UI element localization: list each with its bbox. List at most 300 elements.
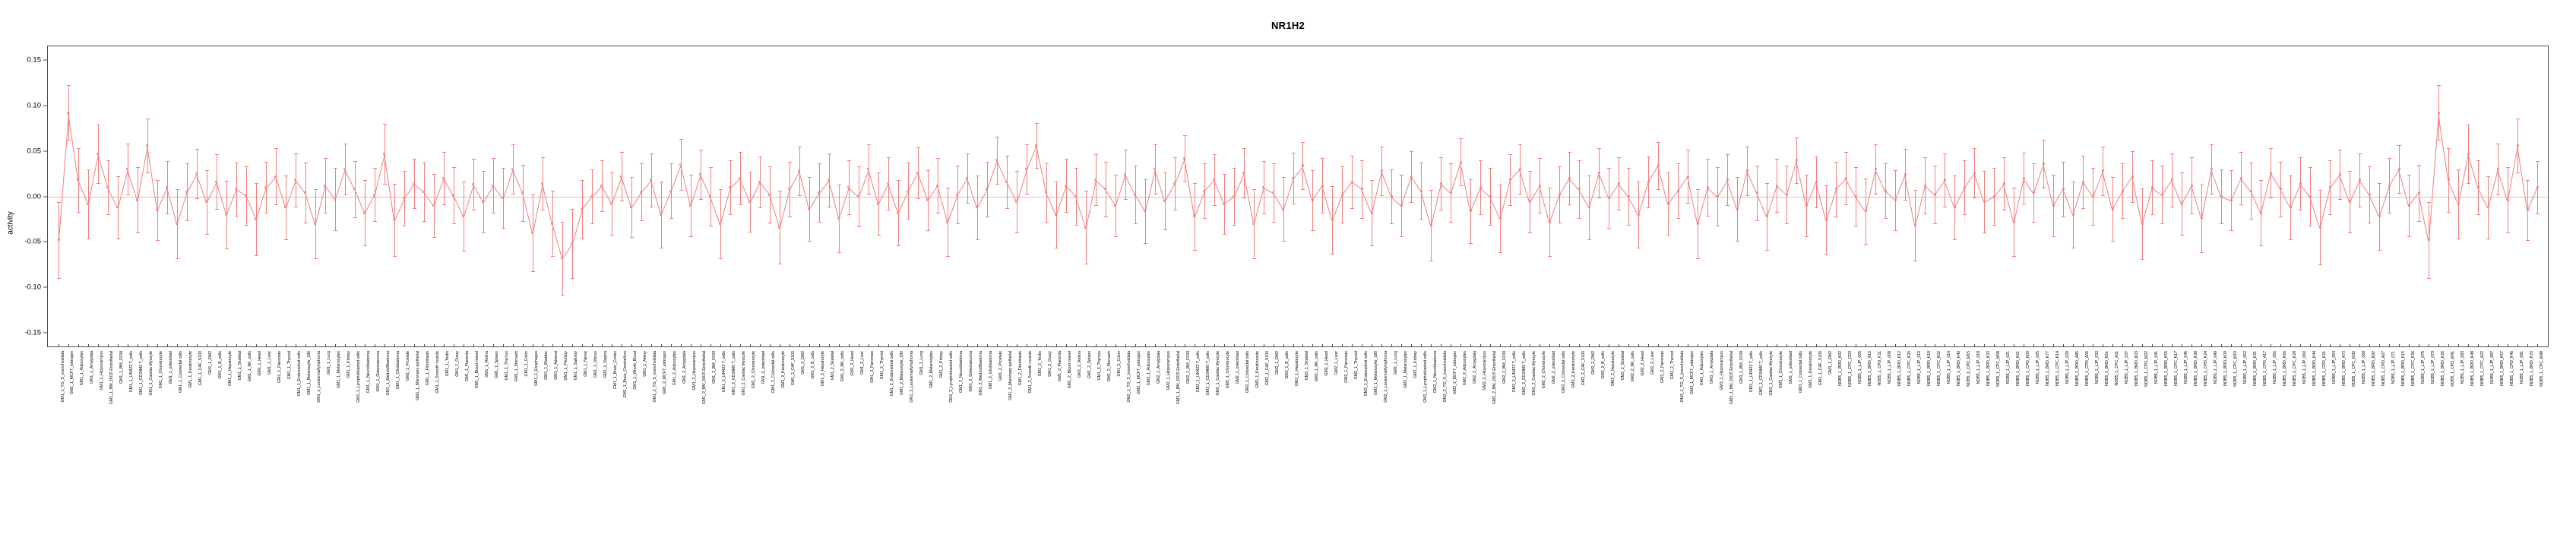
x-tick-mark — [1895, 344, 1896, 347]
data-point[interactable] — [1885, 190, 1887, 192]
data-point[interactable] — [1391, 195, 1393, 198]
data-point[interactable] — [1084, 226, 1087, 229]
data-point[interactable] — [1973, 172, 1976, 174]
data-point[interactable] — [1529, 201, 1531, 203]
data-point[interactable] — [1894, 199, 1897, 201]
data-point[interactable] — [521, 191, 524, 194]
data-point[interactable] — [2250, 190, 2252, 192]
data-point[interactable] — [343, 168, 346, 170]
error-cap-lower — [1765, 250, 1769, 251]
x-tick-mark — [2073, 344, 2074, 347]
data-point[interactable] — [669, 190, 672, 192]
x-tick-label: GM1_1_Leukemia/lymphoma — [317, 351, 322, 403]
data-point[interactable] — [2388, 185, 2391, 187]
data-point[interactable] — [1825, 219, 1828, 221]
data-point[interactable] — [482, 201, 484, 203]
x-tick-mark — [523, 344, 524, 347]
data-point[interactable] — [1341, 194, 1343, 196]
x-tick-label: GM2_2_Cardiac Myocyte — [1531, 351, 1536, 396]
error-cap-lower — [966, 203, 970, 204]
x-tick-label: NOB5_1_LJP_037 — [2124, 351, 2129, 384]
data-point[interactable] — [1519, 168, 1521, 170]
x-tick-mark — [898, 344, 899, 347]
data-point[interactable] — [274, 175, 277, 178]
x-tick-mark — [276, 344, 277, 347]
data-point[interactable] — [1717, 195, 1719, 198]
error-cap-upper — [600, 160, 604, 161]
data-point[interactable] — [1697, 223, 1699, 225]
error-cap-upper — [1489, 168, 1492, 169]
data-point[interactable] — [551, 223, 553, 225]
x-tick-label: GM1_1_Vagina — [603, 351, 609, 378]
data-point[interactable] — [1983, 201, 1986, 203]
data-point[interactable] — [2487, 206, 2489, 208]
data-point[interactable] — [571, 242, 573, 245]
error-cap-lower — [1736, 241, 1739, 242]
data-point[interactable] — [2507, 199, 2509, 201]
data-point[interactable] — [2240, 177, 2242, 179]
x-tick-mark — [2132, 344, 2133, 347]
series-line-segment — [1638, 182, 1649, 214]
data-point[interactable] — [2220, 195, 2223, 198]
data-point[interactable] — [1163, 200, 1166, 202]
data-point[interactable] — [2418, 191, 2420, 194]
x-tick-label: NOB5_1_CPC_K17 — [2173, 351, 2179, 386]
data-point[interactable] — [2438, 112, 2440, 114]
error-cap-lower — [946, 256, 950, 257]
error-cap-lower — [2496, 194, 2500, 195]
data-point[interactable] — [600, 185, 603, 187]
data-point[interactable] — [897, 212, 899, 214]
data-point[interactable] — [176, 223, 178, 225]
error-cap-upper — [1272, 163, 1276, 164]
data-point[interactable] — [1677, 190, 1679, 192]
data-point[interactable] — [660, 213, 662, 216]
data-point[interactable] — [314, 223, 316, 225]
x-tick-mark — [2448, 344, 2449, 347]
data-point[interactable] — [1539, 185, 1541, 187]
data-point[interactable] — [1065, 185, 1067, 187]
x-tick-mark — [1806, 344, 1807, 347]
data-point[interactable] — [630, 206, 632, 208]
data-point[interactable] — [2319, 226, 2321, 229]
series-line-segment — [1915, 185, 1926, 226]
x-tick-label: NOB5_1_CPC_M48 — [2539, 351, 2544, 387]
data-point[interactable] — [304, 191, 306, 194]
data-point[interactable] — [1855, 195, 1857, 198]
data-point[interactable] — [1756, 191, 1758, 194]
error-cap-lower — [907, 219, 910, 220]
data-point[interactable] — [1618, 182, 1620, 185]
data-point[interactable] — [1282, 208, 1284, 210]
data-point[interactable] — [788, 188, 790, 190]
error-cap-lower — [2012, 256, 2016, 257]
data-point[interactable] — [1964, 186, 1966, 188]
data-point[interactable] — [1479, 186, 1482, 188]
data-point[interactable] — [511, 168, 514, 170]
data-point[interactable] — [1815, 181, 1818, 183]
data-point[interactable] — [1252, 223, 1255, 225]
data-point[interactable] — [2023, 177, 2025, 179]
x-tick-label: GM1_2_Glioblastoma — [989, 351, 994, 390]
error-cap-upper — [1439, 157, 1443, 158]
x-tick-mark — [325, 344, 326, 347]
data-point[interactable] — [1786, 194, 1788, 196]
x-tick-label: GM2_1_Melanocytes — [1403, 351, 1408, 389]
error-cap-upper — [1429, 190, 1433, 191]
data-point[interactable] — [1914, 224, 1916, 226]
error-cap-lower — [1706, 216, 1710, 217]
error-cap-lower — [1904, 200, 1907, 201]
data-point[interactable] — [2378, 215, 2381, 217]
data-point[interactable] — [1499, 217, 1502, 220]
data-point[interactable] — [2457, 203, 2460, 205]
x-tick-label: NOB5_1_BRD_K77 — [2045, 351, 2050, 386]
data-point[interactable] — [1173, 182, 1176, 185]
data-point[interactable] — [778, 226, 780, 229]
data-point[interactable] — [2122, 190, 2124, 192]
data-point[interactable] — [1351, 181, 1353, 183]
series-line-segment — [1549, 194, 1560, 222]
error-cap-upper — [2388, 158, 2391, 159]
data-point[interactable] — [976, 206, 978, 208]
data-point[interactable] — [818, 191, 820, 194]
data-point[interactable] — [1687, 175, 1689, 178]
x-tick-label: NOB5_1_CPD_K24 — [2203, 351, 2208, 386]
x-tick-label: GM1_1_Nerve — [584, 351, 589, 377]
data-point[interactable] — [1460, 161, 1462, 163]
data-point[interactable] — [808, 208, 810, 210]
x-tick-label: GM1_1_Whole_Blood — [633, 351, 638, 390]
data-point[interactable] — [1420, 190, 1422, 192]
x-tick-mark — [177, 344, 178, 347]
data-point[interactable] — [2339, 173, 2341, 175]
data-point[interactable] — [2467, 153, 2470, 155]
data-point[interactable] — [1400, 204, 1403, 207]
series-line-segment — [275, 176, 286, 207]
series-line-segment — [1283, 179, 1294, 210]
x-tick-label: GM1_1_MCF7_estrogen — [70, 351, 75, 395]
x-tick-mark — [799, 344, 800, 347]
error-cap-upper — [1943, 153, 1947, 154]
data-point[interactable] — [1578, 188, 1581, 190]
data-point[interactable] — [1134, 194, 1136, 196]
data-point[interactable] — [620, 175, 622, 178]
series-line-segment — [2073, 182, 2084, 214]
data-point[interactable] — [837, 217, 840, 220]
x-tick-mark — [2409, 344, 2410, 347]
data-point[interactable] — [2191, 185, 2193, 187]
error-cap-upper — [432, 174, 436, 175]
data-point[interactable] — [1776, 185, 1778, 187]
data-point[interactable] — [926, 199, 929, 201]
data-point[interactable] — [2210, 168, 2213, 170]
x-tick-label: GM1_2_Osteosarcoma — [969, 351, 974, 392]
error-cap-upper — [2486, 176, 2490, 177]
data-point[interactable] — [1203, 190, 1205, 192]
x-tick-mark — [236, 344, 237, 347]
data-point[interactable] — [1796, 159, 1798, 161]
data-point[interactable] — [2230, 199, 2233, 201]
data-point[interactable] — [403, 197, 405, 199]
series-line-segment — [324, 185, 335, 200]
x-tick-mark — [2142, 344, 2143, 347]
data-point[interactable] — [106, 186, 109, 188]
data-point[interactable] — [2201, 217, 2203, 220]
data-point[interactable] — [1074, 195, 1077, 198]
data-point[interactable] — [2033, 191, 2035, 194]
data-point[interactable] — [2270, 172, 2272, 174]
series-line-segment — [937, 185, 948, 222]
data-point[interactable] — [1954, 206, 1956, 208]
data-point[interactable] — [689, 204, 691, 207]
error-cap-upper — [383, 124, 387, 125]
data-point[interactable] — [1055, 213, 1057, 216]
error-cap-upper — [1874, 144, 1878, 145]
data-point[interactable] — [215, 181, 217, 183]
data-point[interactable] — [610, 203, 612, 205]
data-point[interactable] — [581, 208, 583, 210]
data-point[interactable] — [1865, 210, 1867, 212]
data-point[interactable] — [1450, 191, 1452, 194]
data-point[interactable] — [1015, 201, 1017, 203]
data-point[interactable] — [97, 153, 99, 155]
data-point[interactable] — [2161, 194, 2163, 196]
data-point[interactable] — [1647, 181, 1650, 183]
data-point[interactable] — [1183, 157, 1185, 160]
data-point[interactable] — [1242, 172, 1245, 174]
error-cap-lower — [1193, 250, 1197, 251]
data-point[interactable] — [561, 257, 563, 259]
error-cap-lower — [808, 241, 812, 242]
data-point[interactable] — [2092, 195, 2094, 198]
data-point[interactable] — [1766, 215, 1768, 217]
data-point[interactable] — [1638, 213, 1640, 216]
data-point[interactable] — [2398, 168, 2400, 170]
data-point[interactable] — [2477, 186, 2479, 188]
error-cap-upper — [166, 161, 169, 162]
x-tick-label: GM1_2_Placenta — [1058, 351, 1063, 382]
data-point[interactable] — [1736, 208, 1739, 210]
x-tick-label: NOB5_1_CPC_K20 — [1907, 351, 1912, 386]
x-tick-label: NOB5_1_CPD_M41 — [2450, 351, 2455, 387]
error-cap-lower — [1144, 243, 1147, 244]
data-point[interactable] — [502, 197, 504, 199]
data-point[interactable] — [2260, 212, 2262, 214]
data-point[interactable] — [966, 177, 968, 179]
x-tick-label: NOB5_1_BRD_K38 — [2193, 351, 2198, 386]
error-cap-upper — [314, 189, 318, 190]
data-point[interactable] — [1875, 168, 1877, 170]
x-tick-mark — [908, 344, 909, 347]
data-point[interactable] — [1489, 195, 1492, 198]
error-cap-upper — [1518, 144, 1522, 145]
error-cap-lower — [502, 228, 505, 229]
data-point[interactable] — [284, 206, 286, 208]
x-tick-label: GM1_1_Thyroid — [287, 351, 293, 380]
data-point[interactable] — [2369, 194, 2371, 196]
data-point[interactable] — [1805, 204, 1808, 207]
x-tick-label: GM2_1_MCF7_estrogen — [1137, 351, 1142, 395]
data-point[interactable] — [225, 213, 227, 216]
data-point[interactable] — [432, 204, 435, 207]
data-point[interactable] — [2329, 186, 2331, 188]
x-tick-label: GM1_2_Hepatocyte — [821, 351, 826, 387]
data-point[interactable] — [679, 163, 682, 166]
series-line-segment — [1056, 185, 1067, 215]
error-cap-upper — [1223, 174, 1226, 175]
data-point[interactable] — [67, 112, 69, 114]
data-point[interactable] — [1430, 224, 1432, 226]
data-point[interactable] — [936, 185, 938, 187]
error-cap-lower — [413, 208, 416, 209]
data-point[interactable] — [956, 194, 958, 196]
data-point[interactable] — [264, 186, 267, 188]
data-point[interactable] — [541, 182, 543, 185]
data-point[interactable] — [393, 219, 395, 221]
data-point[interactable] — [205, 201, 207, 203]
data-point[interactable] — [907, 190, 909, 192]
data-point[interactable] — [1993, 195, 1995, 198]
data-point[interactable] — [1559, 194, 1561, 196]
data-point[interactable] — [2299, 182, 2302, 185]
data-point[interactable] — [1005, 181, 1008, 183]
data-point[interactable] — [719, 223, 721, 225]
data-point[interactable] — [1410, 175, 1413, 178]
error-cap-upper — [1360, 160, 1364, 161]
data-point[interactable] — [2112, 208, 2114, 210]
error-cap-lower — [2378, 250, 2381, 251]
series-line-segment — [2379, 185, 2390, 217]
x-tick-label: GM3_1_CAF_S100 — [1818, 351, 1823, 386]
data-point[interactable] — [2082, 181, 2084, 183]
data-point[interactable] — [877, 203, 879, 205]
x-tick-label: NOB5_1_LJP_033 — [2094, 351, 2100, 384]
data-point[interactable] — [1934, 194, 1936, 196]
data-point[interactable] — [768, 194, 771, 196]
data-point[interactable] — [58, 239, 60, 241]
data-point[interactable] — [1233, 195, 1235, 198]
data-point[interactable] — [1667, 203, 1669, 205]
x-tick-label: NOB5_1_LJP_010 — [1916, 351, 1922, 384]
x-tick-mark — [365, 344, 366, 347]
data-point[interactable] — [255, 218, 257, 220]
series-line-segment — [384, 153, 394, 220]
x-tick-label: GM2_2_osteoblast — [1551, 351, 1556, 384]
data-point[interactable] — [2043, 163, 2045, 165]
data-point[interactable] — [2408, 204, 2410, 207]
x-tick-label: NOB5_1_BRD_K21 — [2252, 351, 2258, 386]
error-cap-lower — [2150, 214, 2154, 215]
data-point[interactable] — [1568, 177, 1571, 179]
x-tick-label: GM1_1_Hepatocyte — [228, 351, 233, 387]
data-point[interactable] — [2497, 168, 2499, 170]
data-point[interactable] — [1470, 210, 1472, 212]
x-tick-mark — [2379, 344, 2380, 347]
series-line-segment — [878, 184, 889, 204]
data-point[interactable] — [1371, 212, 1373, 214]
error-cap-upper — [2526, 180, 2530, 181]
data-point[interactable] — [1114, 204, 1116, 207]
data-point[interactable] — [1924, 185, 1926, 187]
error-cap-upper — [2239, 152, 2243, 153]
error-cap-upper — [2358, 153, 2362, 154]
data-point[interactable] — [531, 232, 533, 234]
data-point[interactable] — [1549, 221, 1551, 223]
data-point[interactable] — [1331, 219, 1334, 221]
x-tick-label: GM1_1_Glioblastoma — [396, 351, 401, 390]
data-point[interactable] — [185, 191, 188, 193]
x-tick-mark — [394, 344, 395, 347]
data-point[interactable] — [1361, 188, 1363, 190]
data-point[interactable] — [2428, 239, 2430, 241]
data-point[interactable] — [2349, 201, 2351, 203]
data-point[interactable] — [2013, 221, 2015, 223]
data-point[interactable] — [2072, 213, 2074, 216]
data-point[interactable] — [946, 221, 948, 223]
data-point[interactable] — [1835, 188, 1837, 190]
data-point[interactable] — [1193, 215, 1195, 217]
data-point[interactable] — [383, 153, 385, 155]
data-point[interactable] — [2536, 186, 2539, 188]
error-cap-upper — [363, 180, 367, 181]
data-point[interactable] — [2290, 206, 2292, 208]
series-line-segment — [127, 169, 138, 201]
series-line-segment — [2309, 197, 2320, 228]
data-point[interactable] — [1588, 206, 1590, 208]
data-point[interactable] — [1608, 197, 1610, 199]
data-point[interactable] — [1312, 199, 1314, 201]
x-tick-label: GM1_2_Liver — [860, 351, 866, 375]
data-point[interactable] — [1707, 186, 1709, 188]
x-tick-mark — [602, 344, 603, 347]
x-tick-label: GM2_2_CAF_S100 — [1581, 351, 1586, 386]
data-point[interactable] — [2181, 203, 2183, 205]
data-point[interactable] — [2517, 144, 2519, 147]
data-point[interactable] — [1628, 195, 1630, 198]
data-point[interactable] — [166, 186, 168, 188]
x-tick-label: GM2_1_Pancreas — [1343, 351, 1349, 383]
data-point[interactable] — [1904, 173, 1907, 175]
data-point[interactable] — [462, 215, 464, 217]
data-point[interactable] — [1321, 185, 1324, 187]
data-point[interactable] — [1144, 210, 1146, 212]
data-point[interactable] — [2141, 223, 2144, 225]
x-tick-mark — [2488, 344, 2489, 347]
data-point[interactable] — [195, 172, 198, 175]
data-point[interactable] — [2003, 182, 2005, 185]
data-point[interactable] — [2309, 195, 2312, 198]
data-point[interactable] — [1845, 177, 1847, 179]
data-point[interactable] — [1598, 172, 1600, 174]
data-point[interactable] — [986, 188, 988, 190]
data-point[interactable] — [2527, 209, 2529, 211]
data-point[interactable] — [1657, 164, 1660, 166]
data-point[interactable] — [2052, 204, 2055, 207]
error-cap-upper — [2111, 177, 2115, 178]
x-tick-mark — [2280, 344, 2281, 347]
data-point[interactable] — [373, 194, 375, 196]
data-point[interactable] — [887, 182, 889, 185]
data-point[interactable] — [2131, 175, 2134, 178]
data-point[interactable] — [2151, 186, 2154, 188]
data-point[interactable] — [709, 195, 711, 198]
x-tick-mark — [1786, 344, 1787, 347]
error-cap-lower — [1686, 203, 1690, 204]
x-tick-mark — [2517, 344, 2518, 347]
data-point[interactable] — [1223, 203, 1225, 205]
data-point[interactable] — [748, 201, 751, 203]
